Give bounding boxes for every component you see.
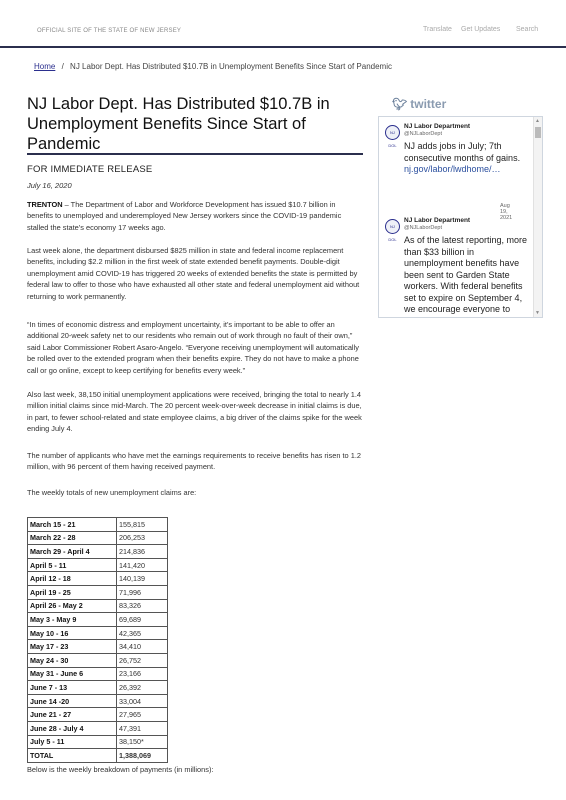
table-row [28, 653, 168, 667]
table-row [28, 545, 168, 559]
week-cell: May 10 - 16 [28, 626, 117, 640]
table-row [28, 585, 168, 599]
tweet-body: NJ adds jobs in July; 7th consecutive months of gains. [404, 141, 521, 163]
avatar[interactable]: NJ DOL [385, 125, 400, 140]
breadcrumb [34, 62, 392, 71]
claims-count-cell: 26,392 [117, 681, 168, 695]
tweet-author-handle[interactable]: @NJLaborDept [404, 225, 442, 231]
claims-count-cell: 26,752 [117, 653, 168, 667]
claims-count-cell: 69,689 [117, 613, 168, 627]
tweet-author-name[interactable]: NJ Labor Department [404, 123, 471, 130]
paragraph-1 [27, 199, 363, 233]
table-row [28, 518, 168, 532]
table-row [28, 613, 168, 627]
week-cell: March 15 - 21 [28, 518, 117, 532]
claims-count-cell: 33,004 [117, 694, 168, 708]
weekly-claims-table [27, 517, 168, 763]
tweet-author-handle[interactable]: @NJLaborDept [404, 131, 442, 137]
paragraph-3: “In times of economic distress and employment uncertainty, it’s important to be able to offer an additional 20-week safety net to our residents who remain out of work through no fault of their own,” said Labor Commissioner Robert Asaro-Angelo. “Everyone receiving unemployment will automatically be rolled over to the extended program when their benefits expire. They do not have to make a phone call or go online, except to keep certifying for benefits every week.” [27, 320, 359, 375]
paragraph-6: The weekly totals of new unemployment claims are: [27, 488, 197, 497]
table-row [28, 667, 168, 681]
week-cell: July 5 - 11 [28, 735, 117, 749]
table-row [28, 694, 168, 708]
claims-count-cell: 206,253 [117, 531, 168, 545]
claims-count-cell: 71,996 [117, 585, 168, 599]
paragraph-4: Also last week, 38,150 initial unemployment applications were received, bringing the total to nearly 1.4 million initial claims since mid-March. The 20 percent week-over-week decrease in initial claims is due, in part, to fewer school-related and state employee claims, a big driver of the claims spike for the week ending July 4. [27, 390, 362, 434]
claims-count-cell: 155,815 [117, 518, 168, 532]
scrollbar-thumb[interactable] [535, 127, 541, 138]
tweet-link[interactable]: nj.gov/labor/lwdhome/… [404, 164, 501, 174]
breadcrumb-home-link[interactable]: Home [34, 62, 56, 71]
translate-link[interactable]: Translate [423, 26, 452, 33]
table-row [28, 721, 168, 735]
search-link[interactable]: Search [516, 26, 539, 33]
dateline: TRENTON [27, 200, 63, 209]
week-cell: May 31 - June 6 [28, 667, 117, 681]
week-cell: April 5 - 11 [28, 558, 117, 572]
week-cell: May 3 - May 9 [28, 613, 117, 627]
claims-count-cell: 38,150* [117, 735, 168, 749]
claims-count-cell: 1,388,069 [117, 749, 168, 763]
week-cell: March 22 - 28 [28, 531, 117, 545]
page-title: NJ Labor Dept. Has Distributed $10.7B in Unemployment Benefits Since Start of Pandemic [27, 95, 330, 153]
paragraph-5: The number of applicants who have met the earnings requirements to receive benefits has risen to 1.2 million, with 96 percent of them having received payment. [27, 451, 361, 472]
week-cell: June 7 - 13 [28, 681, 117, 695]
table-row [28, 749, 168, 763]
table-row [28, 558, 168, 572]
claims-count-cell: 140,139 [117, 572, 168, 586]
site-header [0, 0, 566, 48]
twitter-bird-icon: 🐦︎ [392, 97, 408, 111]
avatar[interactable]: NJ DOL [385, 219, 400, 234]
paragraph-2: Last week alone, the department disbursed $825 million in state and federal income replacement benefits, including $2.2 million in the first week of state extended benefit payments. Double-digit unemployment amid COVID-19 has triggered 20 weeks of extended benefits the state is permitted by federal law to offer to those who have exhausted all other state and federal unemployment aid without returning to work permanently. [27, 246, 360, 301]
table-row [28, 626, 168, 640]
twitter-heading[interactable] [392, 97, 446, 111]
week-cell: April 26 - May 2 [28, 599, 117, 613]
breadcrumb-separator: / [61, 62, 64, 71]
official-site-label: OFFICIAL SITE OF THE STATE OF NEW JERSEY [37, 28, 182, 34]
claims-count-cell: 34,410 [117, 640, 168, 654]
claims-count-cell: 141,420 [117, 558, 168, 572]
scroll-down-icon[interactable]: ▼ [535, 310, 540, 316]
week-cell: June 21 - 27 [28, 708, 117, 722]
breadcrumb-current: NJ Labor Dept. Has Distributed $10.7B in Unemployment Benefits Since Start of Pandemic [70, 62, 392, 71]
title-divider [27, 153, 363, 155]
week-cell: April 12 - 18 [28, 572, 117, 586]
tweet-date[interactable]: Aug 19, 2021 [500, 203, 513, 221]
scroll-up-icon[interactable]: ▲ [535, 118, 540, 124]
week-cell: June 14 -20 [28, 694, 117, 708]
twitter-timeline[interactable] [378, 116, 543, 318]
tweet-text: As of the latest reporting, more than $33 billion in unemployment benefits have been sent to Garden State workers. With federal benefits set to expire on September 4, we encourage everyone to [404, 235, 528, 314]
claims-count-cell: 27,965 [117, 708, 168, 722]
week-cell: April 19 - 25 [28, 585, 117, 599]
payments-intro: Below is the weekly breakdown of payments (in millions): [27, 765, 214, 774]
week-cell: June 28 - July 4 [28, 721, 117, 735]
table-row [28, 640, 168, 654]
claims-count-cell: 214,836 [117, 545, 168, 559]
claims-count-cell: 47,391 [117, 721, 168, 735]
claims-count-cell: 83,326 [117, 599, 168, 613]
get-updates-link[interactable]: Get Updates [461, 26, 501, 33]
week-cell: March 29 - April 4 [28, 545, 117, 559]
table-row [28, 708, 168, 722]
release-date: July 16, 2020 [27, 181, 72, 190]
release-label: FOR IMMEDIATE RELEASE [27, 164, 153, 175]
claims-count-cell: 42,365 [117, 626, 168, 640]
table-row [28, 531, 168, 545]
timeline-scrollbar[interactable] [533, 117, 542, 317]
week-cell: May 24 - 30 [28, 653, 117, 667]
claims-count-cell: 23,166 [117, 667, 168, 681]
tweet-author-name[interactable]: NJ Labor Department [404, 217, 471, 224]
table-row [28, 599, 168, 613]
week-cell: May 17 - 23 [28, 640, 117, 654]
table-row [28, 572, 168, 586]
tweet-text [404, 141, 532, 176]
week-cell: TOTAL [28, 749, 117, 763]
twitter-heading-label: twitter [410, 97, 447, 111]
table-row [28, 735, 168, 749]
paragraph-1-text: – The Department of Labor and Workforce Development has issued $10.7 billion in benefits to unemployed and underemployed New Jersey workers since the COVID-19 pandemic stalled the state’s economy 17 weeks ago. [27, 200, 342, 232]
table-row [28, 681, 168, 695]
